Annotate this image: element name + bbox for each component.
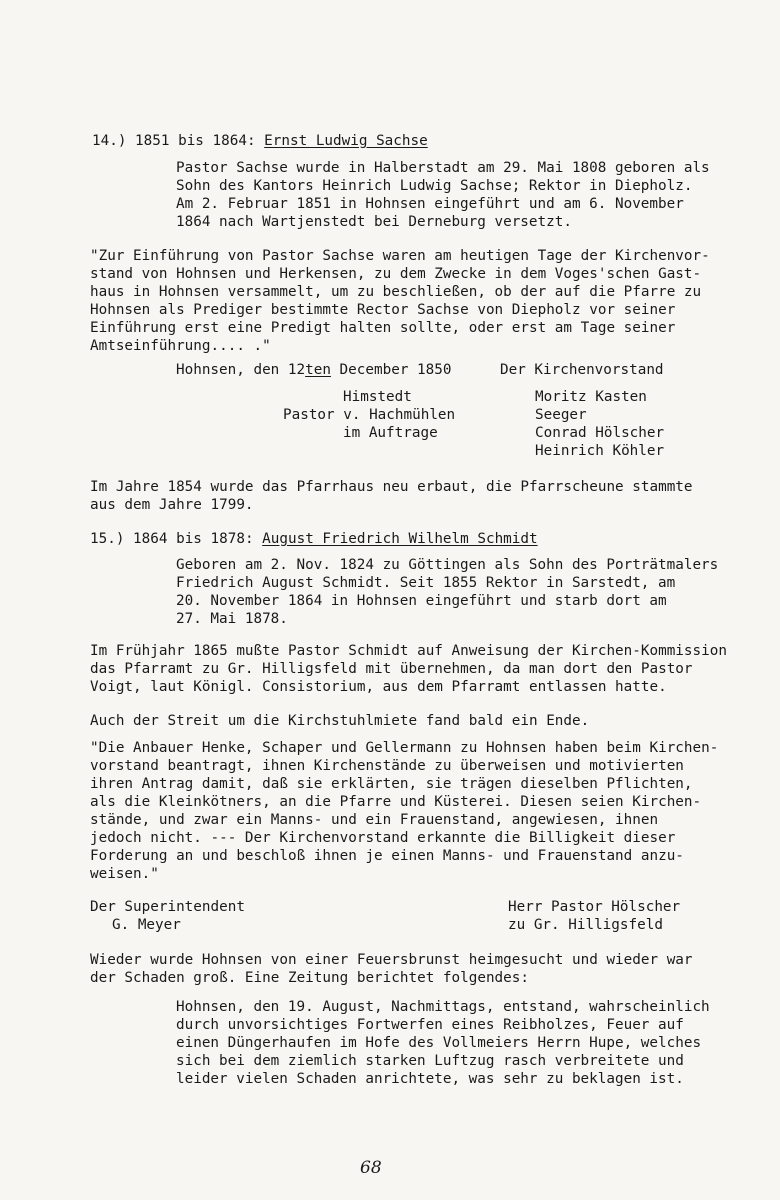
signature1-left-line: im Auftrage [343, 425, 438, 441]
quote2-line: jedoch nicht. --- Der Kirchenvorstand erkannte die Billigkeit dieser [90, 830, 676, 846]
para-1865-line: Im Frühjahr 1865 mußte Pastor Schmidt auf Anweisung der Kirchen-Kommission [90, 643, 727, 659]
quote3-line: Hohnsen, den 19. August, Nachmittags, entstand, wahrscheinlich [176, 999, 710, 1015]
quote2-line: als die Kleinkötners, an die Pfarre und Küsterei. Diesen seien Kirchen- [90, 794, 702, 810]
section-15-bio-line: Geboren am 2. Nov. 1824 zu Göttingen als Sohn des Porträtmalers [176, 557, 719, 573]
quote3-line: einen Düngerhaufen im Hofe des Vollmeiers Herrn Hupe, welches [176, 1035, 702, 1051]
quote2-line: "Die Anbauer Henke, Schaper und Gellermann zu Hohnsen haben beim Kirchen- [90, 740, 719, 756]
quote3-line: sich bei dem ziemlich starken Luftzug rasch verbreitete und [176, 1053, 684, 1069]
signature1-right-line: Seeger [535, 407, 587, 423]
section-15-number: 15.) [90, 531, 125, 547]
signature1-date [176, 361, 451, 379]
section-14-name: Ernst Ludwig Sachse [264, 133, 428, 149]
page-number: 68 [360, 1158, 382, 1178]
signature2-right-line: Herr Pastor Hölscher [508, 899, 681, 915]
date-prefix: Hohnsen, den 12 [176, 362, 306, 378]
para-1854-line: Im Jahre 1854 wurde das Pfarrhaus neu erbaut, die Pfarrscheune stammte [90, 479, 693, 495]
quote2-line: stände, und zwar ein Manns- und ein Frauenstand, angewiesen, ihnen [90, 812, 659, 828]
quote3-line: durch unvorsichtiges Fortwerfen eines Reibholzes, Feuer auf [176, 1017, 684, 1033]
section-15-years: 1864 bis 1878: [133, 531, 254, 547]
quote3-line: leider vielen Schaden anrichtete, was sehr zu beklagen ist. [176, 1071, 684, 1087]
para-streit: Auch der Streit um die Kirchstuhlmiete fand bald ein Ende. [90, 713, 590, 729]
para-1865-line: das Pfarramt zu Gr. Hilligsfeld mit übernehmen, da man dort den Pastor [90, 661, 693, 677]
quote1-line: haus in Hohnsen versammelt, um zu beschließen, ob der auf die Pfarre zu [90, 284, 702, 300]
date-suffix: December 1850 [330, 362, 452, 378]
section-15-heading [90, 530, 538, 548]
section-15-bio-line: Friedrich August Schmidt. Seit 1855 Rektor in Sarstedt, am [176, 575, 676, 591]
signature2-left-line: Der Superintendent [90, 899, 245, 915]
quote2-line: Forderung an und beschloß ihnen je einen Manns- und Frauenstand anzu- [90, 848, 684, 864]
para-1854-line: aus dem Jahre 1799. [90, 497, 254, 513]
para-feuer-line: der Schaden groß. Eine Zeitung berichtet folgendes: [90, 970, 529, 986]
section-14-years: 1851 bis 1864: [135, 133, 256, 149]
para-1865-line: Voigt, laut Königl. Consistorium, aus dem Pfarramt entlassen hatte. [90, 679, 667, 695]
signature2-left-line: G. Meyer [112, 917, 181, 933]
quote2-line: weisen." [90, 866, 159, 882]
section-14-bio-line: Sohn des Kantors Heinrich Ludwig Sachse; Rektor in Diepholz. [176, 178, 693, 194]
quote1-line: "Zur Einführung von Pastor Sachse waren am heutigen Tage der Kirchenvor- [90, 248, 710, 264]
quote2-line: vorstand beantragt, ihnen Kirchenstände zu überweisen und motivierten [90, 758, 684, 774]
section-14-bio-line: 1864 nach Wartjenstedt bei Derneburg versetzt. [176, 214, 572, 230]
signature1-left-line: Himstedt [343, 389, 412, 405]
section-14-bio-line: Pastor Sachse wurde in Halberstadt am 29. Mai 1808 geboren als [176, 160, 710, 176]
signature1-right-line: Conrad Hölscher [535, 425, 665, 441]
section-14-bio-line: Am 2. Februar 1851 in Hohnsen eingeführt und am 6. November [176, 196, 684, 212]
quote1-line: stand von Hohnsen und Herkensen, zu dem Zwecke in dem Voges'schen Gast- [90, 266, 702, 282]
date-underlined: ten [305, 362, 331, 378]
signature1-right-line: Heinrich Köhler [535, 443, 665, 459]
quote1-line: Amtseinführung.... ." [90, 338, 271, 354]
quote1-line: Einführung erst eine Predigt halten sollte, oder erst am Tage seiner [90, 320, 676, 336]
section-14-heading [92, 132, 428, 150]
signature1-left-line: Pastor v. Hachmühlen [283, 407, 456, 423]
quote2-line: ihren Antrag damit, daß sie erklärten, sie trägen dieselben Pflichten, [90, 776, 693, 792]
signature2-right-line: zu Gr. Hilligsfeld [508, 917, 663, 933]
signature1-right-line: Moritz Kasten [535, 389, 647, 405]
para-feuer-line: Wieder wurde Hohnsen von einer Feuersbrunst heimgesucht und wieder war [90, 952, 693, 968]
section-15-bio-line: 27. Mai 1878. [176, 611, 288, 627]
section-15-bio-line: 20. November 1864 in Hohnsen eingeführt und starb dort am [176, 593, 667, 609]
quote1-line: Hohnsen als Prediger bestimmte Rector Sachse von Diepholz vor seiner [90, 302, 676, 318]
section-14-number: 14.) [92, 133, 127, 149]
signature1-council-title: Der Kirchenvorstand [500, 362, 664, 378]
section-15-name: August Friedrich Wilhelm Schmidt [262, 531, 538, 547]
